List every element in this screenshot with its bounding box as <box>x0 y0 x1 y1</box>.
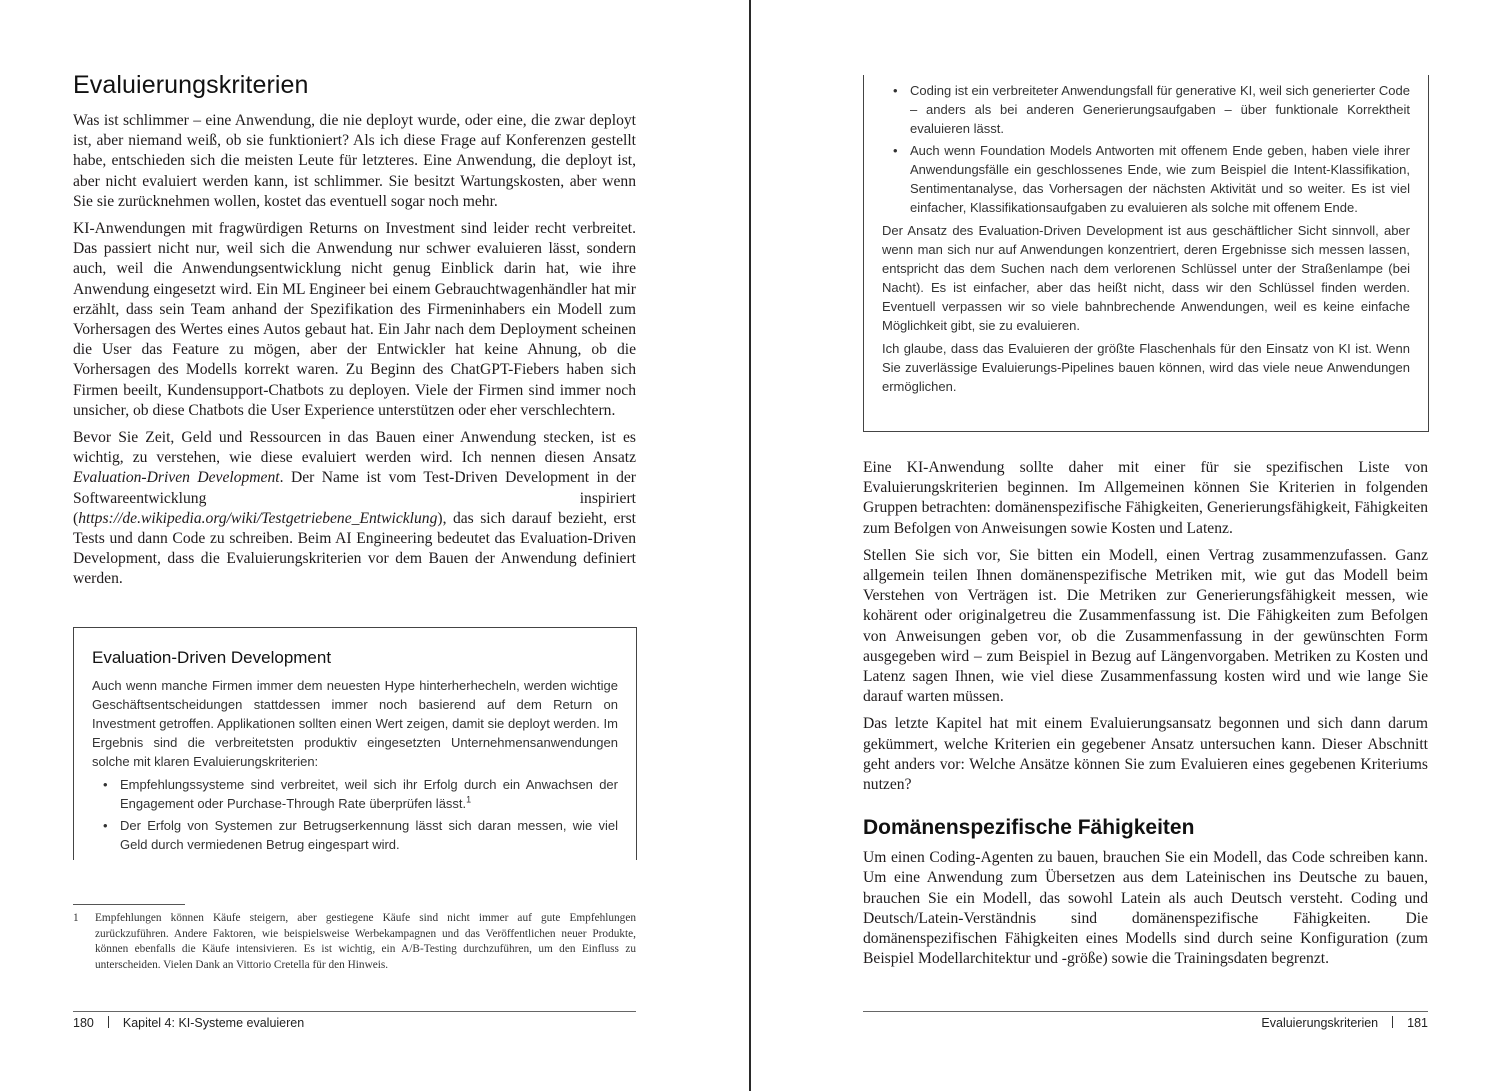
list-item <box>92 775 618 813</box>
footnote-divider <box>73 904 185 905</box>
footnote <box>73 911 636 973</box>
list-item <box>882 141 1410 217</box>
sidebar-title: Evaluation-Driven Development <box>92 648 332 667</box>
footnote-text: Empfehlungen können Käufe steigern, aber gestiegene Käufe sind nicht immer auf gute Empfehlungen zurückzuführen. Andere Faktoren, wie beispielsweise Werbekampagnen und das Veröffentlichen neuer Produkte, können ebenfalls die Käufe intensivieren. Es ist wichtig, ein A/B-Testing durchzuführen, um den Einfluss zu unterscheiden. Vielen Dank an Vittorio Cretella für den Hinweis. <box>95 912 636 971</box>
sidebar-paragraph: Ich glaube, dass das Evaluieren der größte Flaschenhals für den Einsatz von KI ist. Wenn Sie zuverlässige Evaluierungs-Pipelines bauen können, wird das viele neue Anwendungen ermöglichen. <box>882 341 1410 394</box>
bullet-icon: • <box>893 83 898 98</box>
paragraph: Stellen Sie sich vor, Sie bitten ein Modell, einen Vertrag zusammenzufassen. Ganz allgemein teilen Ihnen domänenspezifische Metriken mit, wie gut das Modell beim Verstehen von Verträgen ist. Die Metriken zur Generierungsfähigkeit messen, wie kohärent oder originalgetreu die Zusammenfassung ist. Die Fähigkeiten zum Befolgen von Anweisungen geben vor, ob die Zusammenfassung in der gewünschten Form ausgegeben wird – zum Beispiel in Bezug auf Längenvorgaben. Metriken zu Kosten und Latenz sagen Ihnen, wie viel diese Zusammenfassung kosten wird und wie lange Sie darauf warten müssen. <box>863 546 1428 706</box>
page-number: 181 <box>1407 1016 1428 1030</box>
paragraph-text: ), das sich darauf bezieht, erst Tests und dann Code zu schreiben. Beim AI Engineering bedeutet das Evaluation-Driven Development, dass die Evaluierungskriterien vor dem Bauen der Anwendung definiert werden. <box>73 509 636 588</box>
footer-divider <box>73 1011 636 1012</box>
paragraph <box>73 428 636 590</box>
term-emphasis: Evaluation-Driven Development <box>73 469 280 487</box>
sidebar-list <box>882 81 1410 217</box>
running-head: Evaluierungskriterien <box>1261 1016 1379 1030</box>
paragraph: KI-Anwendungen mit fragwürdigen Returns on Investment sind leider recht verbreitet. Das passiert nicht nur, weil sich die Anwendung nur schwer evaluieren lässt, sondern auch, weil die Anwendungsentwicklung nicht genug Einblick darin hat, wie ihre Anwendung eingesetzt wird. Ein ML Engineer bei einem Gebrauchtwagenhändler hat mir erzählt, dass sein Team anhand der Spezifikation des Firmeninhabers ein Modell zum Vorhersagen des Wertes eines Autos gebaut hat. Ein Jahr nach dem Deployment scheinen die User das Feature zu mögen, aber der Entwickler hat keine Ahnung, ob die Vorhersagen des Modells korrekt waren. Zu Beginn des ChatGPT-Fiebers haben sich Firmen beeilt, Kundensupport-Chatbots zu deployen. Viele der Firmen sind immer noch unsicher, ob diese Chatbots die User Experience unterstützen oder eher verschlechtern. <box>73 220 636 419</box>
sidebar-list <box>92 775 618 854</box>
list-item-text: Empfehlungssysteme sind verbreitet, weil sich ihr Erfolg durch ein Anwachsen der Engagement oder Purchase-Through Rate überprüfen lässt. <box>120 777 618 811</box>
bullet-icon: • <box>103 818 108 833</box>
footer-separator <box>108 1016 109 1028</box>
sidebar-paragraph: Auch wenn manche Firmen immer dem neuesten Hype hinterherhecheln, werden wichtige Geschäftsentscheidungen stattdessen immer noch basierend auf dem Return on Investment getroffen. Applikationen sollten einen Wert zeigen, damit sie deployt werden. Im Ergebnis sind die verbreitetsten produktiv eingesetzten Unternehmensanwendungen solche mit klaren Evaluierungskriterien: <box>92 678 618 769</box>
paragraph: Eine KI-Anwendung sollte daher mit einer für sie spezifischen Liste von Evaluierungskriterien beginnen. Im Allgemeinen können Sie Kriterien in folgenden Gruppen betrachten: domänenspezifische Fähigkeiten, Generierungsfähigkeit, Fähigkeiten zum Befolgen von Anweisungen sowie Kosten und Latenz. <box>863 459 1428 537</box>
section-heading: Domänenspezifische Fähigkeiten <box>863 816 1195 840</box>
sidebar-paragraph: Der Ansatz des Evaluation-Driven Development ist aus geschäftlicher Sicht sinnvoll, aber wenn man sich nur auf Anwendungen konzentriert, deren Ergebnisse sich messen lassen, entspricht das dem Suchen nach dem verlorenen Schlüssel unter der Straßenlampe (bei Nacht). Es ist einfacher, aber das heißt nicht, dass wir den Schlüssel finden werden. Eventuell verpassen wir so viele bahnbrechende Anwendungen, weil es keine einfache Möglichkeit gibt, sie zu evaluieren. <box>882 223 1410 333</box>
list-item-text: Der Erfolg von Systemen zur Betrugserkennung lässt sich daran messen, wie viel Geld durch vermiedenen Betrug eingespart wird. <box>120 818 618 852</box>
page-footer <box>73 1016 304 1030</box>
sidebar-box-continued <box>863 75 1429 432</box>
paragraph-text: Bevor Sie Zeit, Geld und Ressourcen in das Bauen einer Anwendung stecken, ist es wichtig, zu verstehen, wie diese evaluiert werden wird. Ich nennen diesen Ansatz <box>73 429 636 467</box>
sidebar-box <box>73 627 637 860</box>
footer-divider <box>863 1011 1428 1012</box>
paragraph: Um einen Coding-Agenten zu bauen, brauchen Sie ein Modell, das Code schreiben kann. Um eine Anwendung zum Übersetzen aus dem Lateinischen ins Deutsche zu bauen, brauchen Sie ein Modell, das sowohl Latein als auch Deutsch versteht. Coding und Deutsch/Latein-Verständnis sind domänenspezifische Fähigkeiten. Die domänenspezifischen Fähigkeiten eines Modells sind durch seine Konfiguration (zum Beispiel Modellarchitektur und -größe) sowie die Trainingsdaten begrenzt. <box>863 849 1428 968</box>
running-head: Kapitel 4: KI-Systeme evaluieren <box>122 1016 305 1030</box>
paragraph: Was ist schlimmer – eine Anwendung, die nie deployt wurde, oder eine, die zwar deployt ist, aber niemand weiß, ob sie funktioniert? Als ich diese Frage auf Konferenzen gestellt habe, entschieden sich die meisten Leute für letzteres. Eine Anwendung, die deployt ist, aber nicht evaluiert werden kann, ist schlimmer. Sie besitzt Wartungskosten, aber wenn Sie sie zurücknehmen wollen, kostet das eventuell sogar noch mehr. <box>73 112 636 210</box>
bullet-icon: • <box>103 777 108 792</box>
page-number: 180 <box>73 1016 94 1030</box>
right-page <box>751 0 1500 1091</box>
list-item <box>882 81 1410 138</box>
wikipedia-link[interactable]: https://de.wikipedia.org/wiki/Testgetriebene_Entwicklung <box>78 509 438 527</box>
right-main-column <box>863 458 1428 976</box>
paragraph: Das letzte Kapitel hat mit einem Evaluierungsansatz begonnen und sich dann darum gekümmert, welche Kriterien ein gegebener Ansatz untersuchen kann. Dieser Abschnitt geht anders vor: Welche Ansätze können Sie zum Evaluieren eines gegebenen Kriteriums nutzen? <box>863 715 1428 794</box>
list-item-text: Auch wenn Foundation Models Antworten mit offenem Ende geben, haben viele ihrer Anwendungsfälle ein geschlossenes Ende, wie zum Beispiel die Intent-Klassifikation, Sentimentanalyse, das Vorhersagen der nächsten Aktivität und so weiter. Es ist viel einfacher, Klassifikationsaufgaben zu evaluieren als solche mit offenem Ende. <box>910 143 1410 215</box>
footer-separator <box>1392 1016 1393 1028</box>
footnote-number: 1 <box>73 912 79 924</box>
list-item-text: Coding ist ein verbreiteter Anwendungsfall für generative KI, weil sich generierter Code – anders als bei anderen Generierungsaufgaben – über funktionale Korrektheit evaluieren lässt. <box>910 83 1410 136</box>
bullet-icon: • <box>893 143 898 158</box>
paragraph-text: . Der Name ist vom Test-Driven Development in der Softwareentwicklung inspiriert ( <box>73 469 637 527</box>
section-heading: Evaluierungskriterien <box>73 71 309 99</box>
left-main-column <box>73 71 636 597</box>
list-item <box>92 816 618 854</box>
footnote-ref[interactable]: 1 <box>466 794 472 805</box>
page-footer <box>1261 1016 1428 1030</box>
left-page <box>0 0 749 1091</box>
